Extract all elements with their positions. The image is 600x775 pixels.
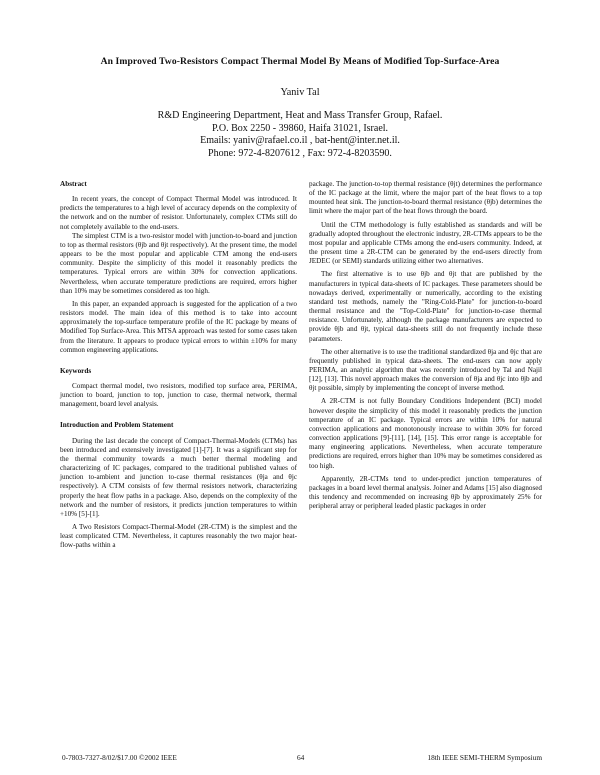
affiliation-emails: Emails: yaniv@rafael.co.il , bat-hent@inter.net.il. — [200, 135, 400, 146]
introduction-heading: Introduction and Problem Statement — [60, 421, 174, 430]
body-paragraph: Until the CTM methodology is fully established as standards and will be gradually adopted throughout the electronic industry, 2R-CTMs appears to be the most popular and applicable CTMs among the end-users community. Indeed, at the present time a 2R-CTM can be generated by the end-users directly from JEDEC (or SEMI) standards utilizing either two alternatives. — [309, 220, 542, 266]
body-paragraph: The first alternative is to use θjb and θjt that are published by the manufacturers in typical data-sheets of IC packages. These parameters should be nowadays derived, experimentally or numerically, according to the existing standard test methods, namely the "Ring-Cold-Plate" for junction-to-board thermal resistance and the "Top-Cold-Plate" for junction-to-case thermal resistance. Unfortunately, although the package manufacturers are expected to provide θjb and θjt, typical data-sheets still do not frequently include these parameters. — [309, 270, 542, 343]
footer-page-number: 64 — [297, 753, 305, 762]
abstract-paragraph: In recent years, the concept of Compact Thermal Model was introduced. It predicts the temperatures to a high level of accuracy depends on the complexity of the network and on the number of resistor. Unfortunately, complex CTMs still do not completely available to the end-users. — [60, 195, 297, 231]
body-paragraph: The other alternative is to use the traditional standardized θja and θjc that are frequently published in typical data-sheets. The end-users can now apply PERIMA, an analytic algorithm that was recently introduced by Tal and Najil [12], [13]. This novel approach makes the conversion of θja and θjc into θjb and θjt possible, simply by implementing the concept of inverse method. — [309, 347, 542, 393]
left-column — [60, 180, 297, 550]
abstract-paragraph: The simplest CTM is a two-resistor model with junction-to-board and junction to top as thermal resistors (θjb and θjt respectively). At the present time, the model appears to be the most popular and applicable CTM among the end-users community. Despite the simplicity of this model it reasonably predicts the temperatures. Typical errors are within 30% for convection applications. Nevertheless, when accurate temperature predictions are required, errors higher than 10% may be sometimes considered as too high. — [60, 231, 297, 295]
affiliation-department: R&D Engineering Department, Heat and Mass Transfer Group, Rafael. — [157, 110, 443, 121]
paper-title: An Improved Two-Resistors Compact Thermal Model By Means of Modified Top-Surface-Area — [100, 56, 500, 67]
introduction-paragraph: A Two Resistors Compact-Thermal-Model (2R-CTM) is the simplest and the least complicated CTM. Nevertheless, it captures reasonably the two major heat-flow-paths within a — [60, 523, 297, 550]
keywords-heading: Keywords — [60, 366, 92, 375]
keywords-text: Compact thermal model, two resistors, modified top surface area, PERIMA, junction to board, junction to top, junction to case, thermal network, thermal management, board level analysis. — [60, 381, 297, 409]
body-paragraph: A 2R-CTM is not fully Boundary Conditions Independent (BCI) model however despite the simplicity of this model it reasonably predicts the junction temperature of an IC package. Typical errors are within 10% for natural convection applications and monotonously increase to within 30% for forced convection applications [9]-[11], [14], [15]. This error range is acceptable for many engineering applications. Nevertheless, when accurate temperature predictions are required, errors higher than 10% may be sometimes considered as too high. — [309, 397, 542, 470]
footer-copyright: 0-7803-7327-8/02/$17.00 ©2002 IEEE — [62, 753, 177, 762]
abstract-heading: Abstract — [60, 180, 87, 188]
abstract-paragraph: In this paper, an expanded approach is suggested for the application of a two resistors model. The main idea of this method is to take into account approximately the top-surface temperature profile of the IC package by means of Modified Top Surface-Area. This MTSA approach was tested for some cases taken from the literature. It appears to produce typical errors to within ±10% for many common engineering applications. — [60, 299, 297, 354]
page-footer — [60, 753, 542, 763]
affiliation-address: P.O. Box 2250 - 39860, Haifa 31021, Israel. — [211, 122, 389, 134]
footer-symposium: 18th IEEE SEMI-THERM Symposium — [427, 753, 542, 762]
right-column — [309, 180, 542, 511]
affiliation-phone: Phone: 972-4-8207612 , Fax: 972-4-8203590. — [208, 147, 392, 159]
body-paragraph: Apparently, 2R-CTMs tend to under-predict junction temperatures of packages in a board level thermal analysis. Joiner and Adams [15] also diagnosed this tendency and recommended on increasing θjb by approximately 25% for peripheral array or peripheral leaded plastic packages in order — [309, 474, 542, 511]
body-paragraph: package. The junction-to-top thermal resistance (θjt) determines the performance of the IC package at the limit, where the major part of the heat flows to a top mounted heat sink. The junction-to-board thermal resistance (θjb) determines the limit where the major part of the heat flows through the board. — [309, 180, 542, 216]
affiliation-block — [0, 110, 600, 160]
author-name: Yaniv Tal — [280, 87, 320, 98]
introduction-paragraph: During the last decade the concept of Compact-Thermal-Models (CTMs) has been introduced and extensively investigated [1]-[7]. It was a significant step for the thermal community towards a much better thermal modeling and characterizing of IC packages, compared to the traditional published values of junction to-ambient and junction to-case thermal resistances (θja and θjc respectively). A CTM consists of few thermal resistors network, characterizing properly the heat flow paths in a package. Also, depends on the complexity of the network and the number of resistors, it predicts junction temperatures to within +10% [5]-[1]. — [60, 436, 297, 518]
